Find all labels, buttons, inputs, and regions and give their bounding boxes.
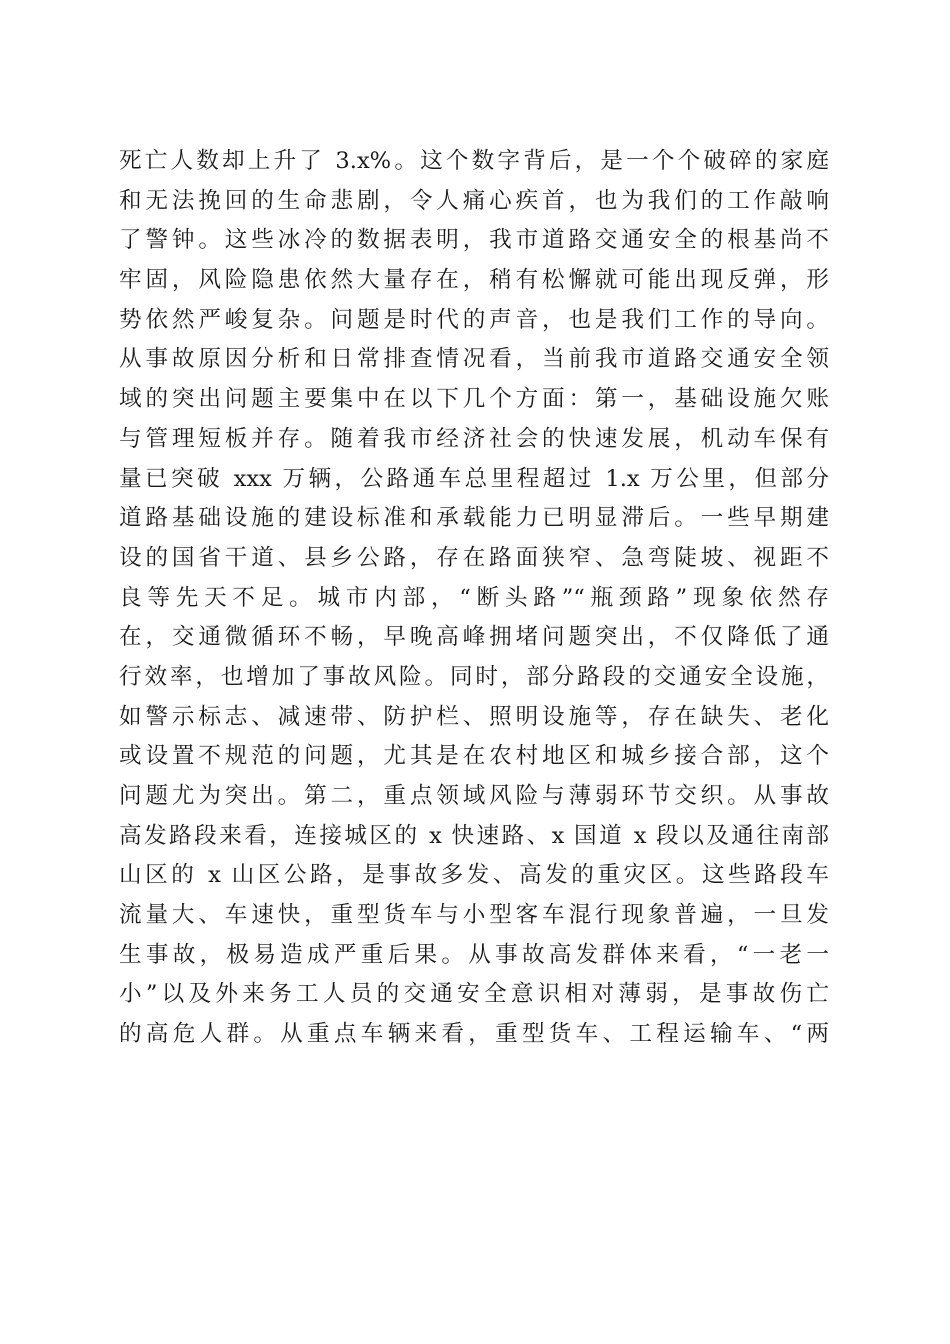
text-line: 的高危人群。从重点车辆来看，重型货车、工程运输车、“两 xyxy=(119,1021,829,1048)
text-line: 了警钟。这些冰冷的数据表明，我市道路交通安全的根基尚不 xyxy=(119,227,829,254)
text-line: 和无法挽回的生命悲剧，令人痛心疾首，也为我们的工作敲响 xyxy=(119,187,829,214)
text-line: 与管理短板并存。随着我市经济社会的快速发展，机动车保有 xyxy=(119,425,829,452)
text-line: 问题尤为突出。第二，重点领域风险与薄弱环节交织。从事故 xyxy=(119,783,829,809)
text-line: 量已突破 xxx 万辆，公路通车总里程超过 1.x 万公里，但部分 xyxy=(119,465,829,492)
text-line: 行效率，也增加了事故风险。同时，部分路段的交通安全设施， xyxy=(119,663,829,690)
text-line: 山区的 x 山区公路，是事故多发、高发的重灾区。这些路段车 xyxy=(119,862,829,889)
text-line: 死亡人数却上升了 3.x%。这个数字背后，是一个个破碎的家庭 xyxy=(119,148,829,174)
text-line: 域的突出问题主要集中在以下几个方面：第一，基础设施欠账 xyxy=(119,386,829,413)
text-line: 生事故，极易造成严重后果。从事故高发群体来看，“一老一 xyxy=(119,941,829,968)
text-line: 在，交通微循环不畅，早晚高峰拥堵问题突出，不仅降低了通 xyxy=(119,624,829,651)
text-line: 如警示标志、减速带、防护栏、照明设施等，存在缺失、老化 xyxy=(119,703,829,730)
text-line: 设的国省干道、县乡公路，存在路面狭窄、急弯陡坡、视距不 xyxy=(119,544,829,571)
text-line: 良等先天不足。城市内部，“断头路”“瓶颈路”现象依然存 xyxy=(119,584,829,611)
body-text xyxy=(119,142,829,1055)
text-line: 势依然严峻复杂。问题是时代的声音，也是我们工作的导向。 xyxy=(119,306,829,333)
text-line: 道路基础设施的建设标准和承载能力已明显滞后。一些早期建 xyxy=(119,505,829,532)
text-line: 小”以及外来务工人员的交通安全意识相对薄弱，是事故伤亡 xyxy=(119,981,829,1008)
text-line: 流量大、车速快，重型货车与小型客车混行现象普遍，一旦发 xyxy=(119,902,829,929)
text-line: 高发路段来看，连接城区的 x 快速路、x 国道 x 段以及通往南部 xyxy=(119,822,829,849)
text-line: 牢固，风险隐患依然大量存在，稍有松懈就可能出现反弹，形 xyxy=(119,267,829,294)
text-line: 从事故原因分析和日常排查情况看，当前我市道路交通安全领 xyxy=(119,346,829,373)
text-line: 或设置不规范的问题，尤其是在农村地区和城乡接合部，这个 xyxy=(119,743,829,770)
